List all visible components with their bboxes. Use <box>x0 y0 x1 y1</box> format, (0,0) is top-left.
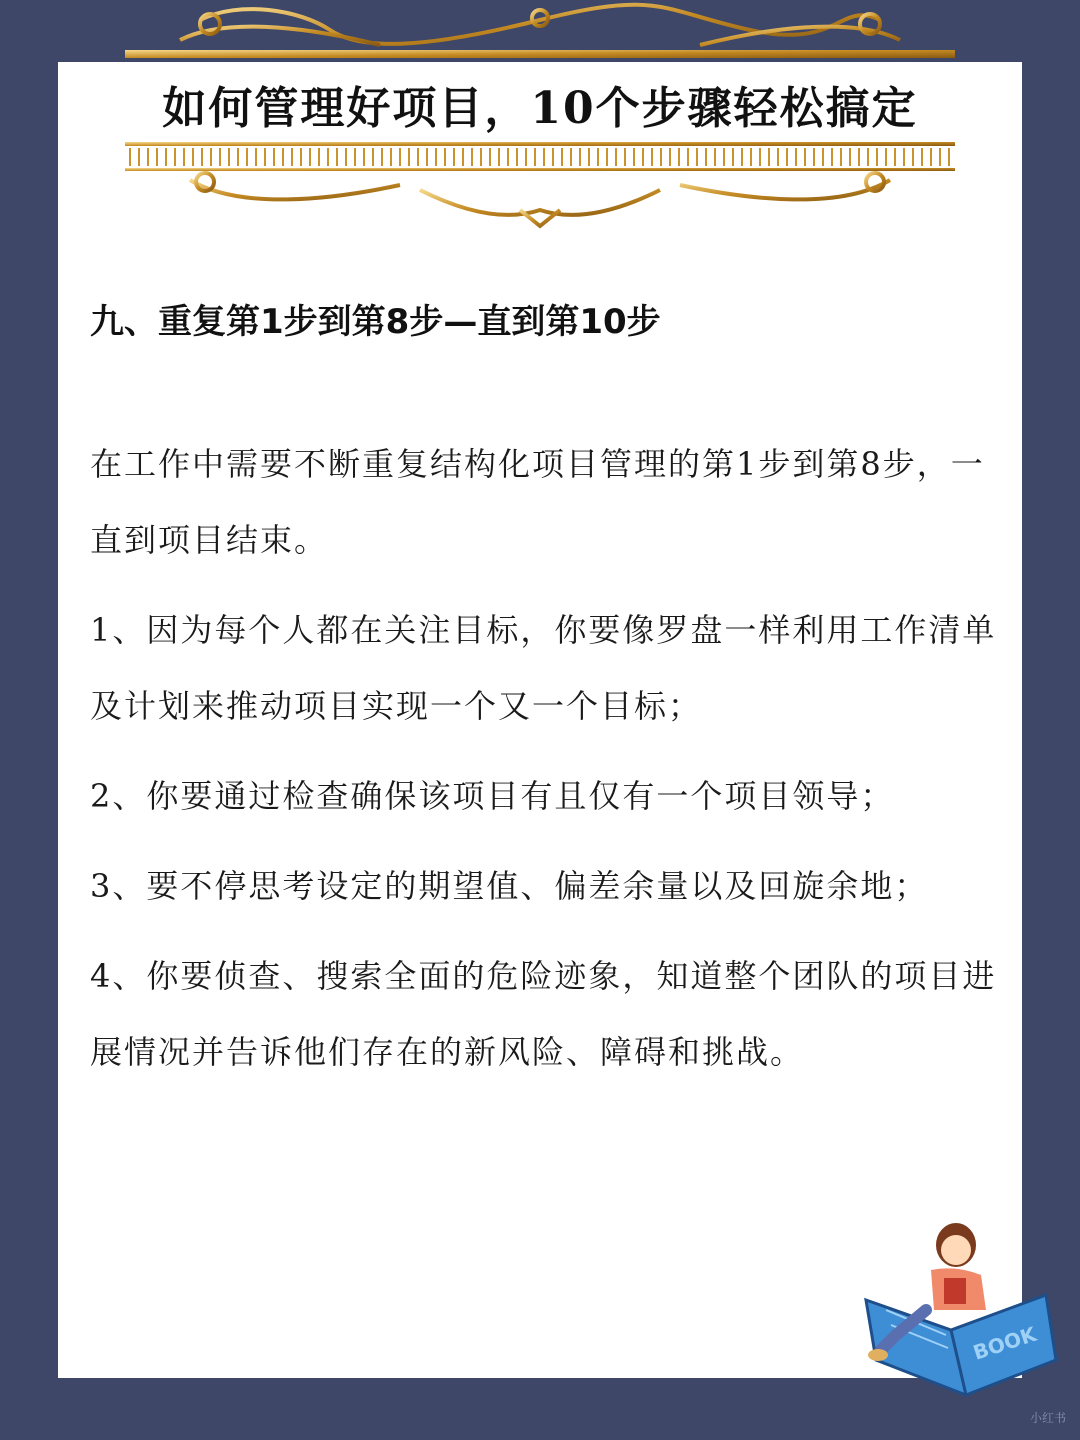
paragraph-intro: 在工作中需要不断重复结构化项目管理的第1步到第8步，一直到项目结束。 <box>90 445 985 559</box>
watermark: 小红书 <box>1029 1411 1066 1425</box>
book-label: BOOK <box>970 1321 1040 1365</box>
page-title: 如何管理好项目，10个步骤轻松搞定 <box>162 83 918 134</box>
girl-reading-book-illustration <box>856 1210 1066 1400</box>
article-body <box>90 292 1010 1104</box>
paragraph-point-3: 3、要不停思考设定的期望值、偏差余量以及回旋余地； <box>90 867 929 905</box>
paragraph-point-4: 4、你要侦查、搜索全面的危险迹象，知道整个团队的项目进展情况并告诉他们存在的新风险、障碍和挑战。 <box>90 957 997 1071</box>
paragraph-point-1: 1、因为每个人都在关注目标，你要像罗盘一样利用工作清单及计划来推动项目实现一个又一个目标； <box>90 611 997 725</box>
section-heading: 九、重复第1步到第8步—直到第10步 <box>90 302 661 342</box>
paragraph-point-2: 2、你要通过检查确保该项目有且仅有一个项目领导； <box>90 777 895 815</box>
